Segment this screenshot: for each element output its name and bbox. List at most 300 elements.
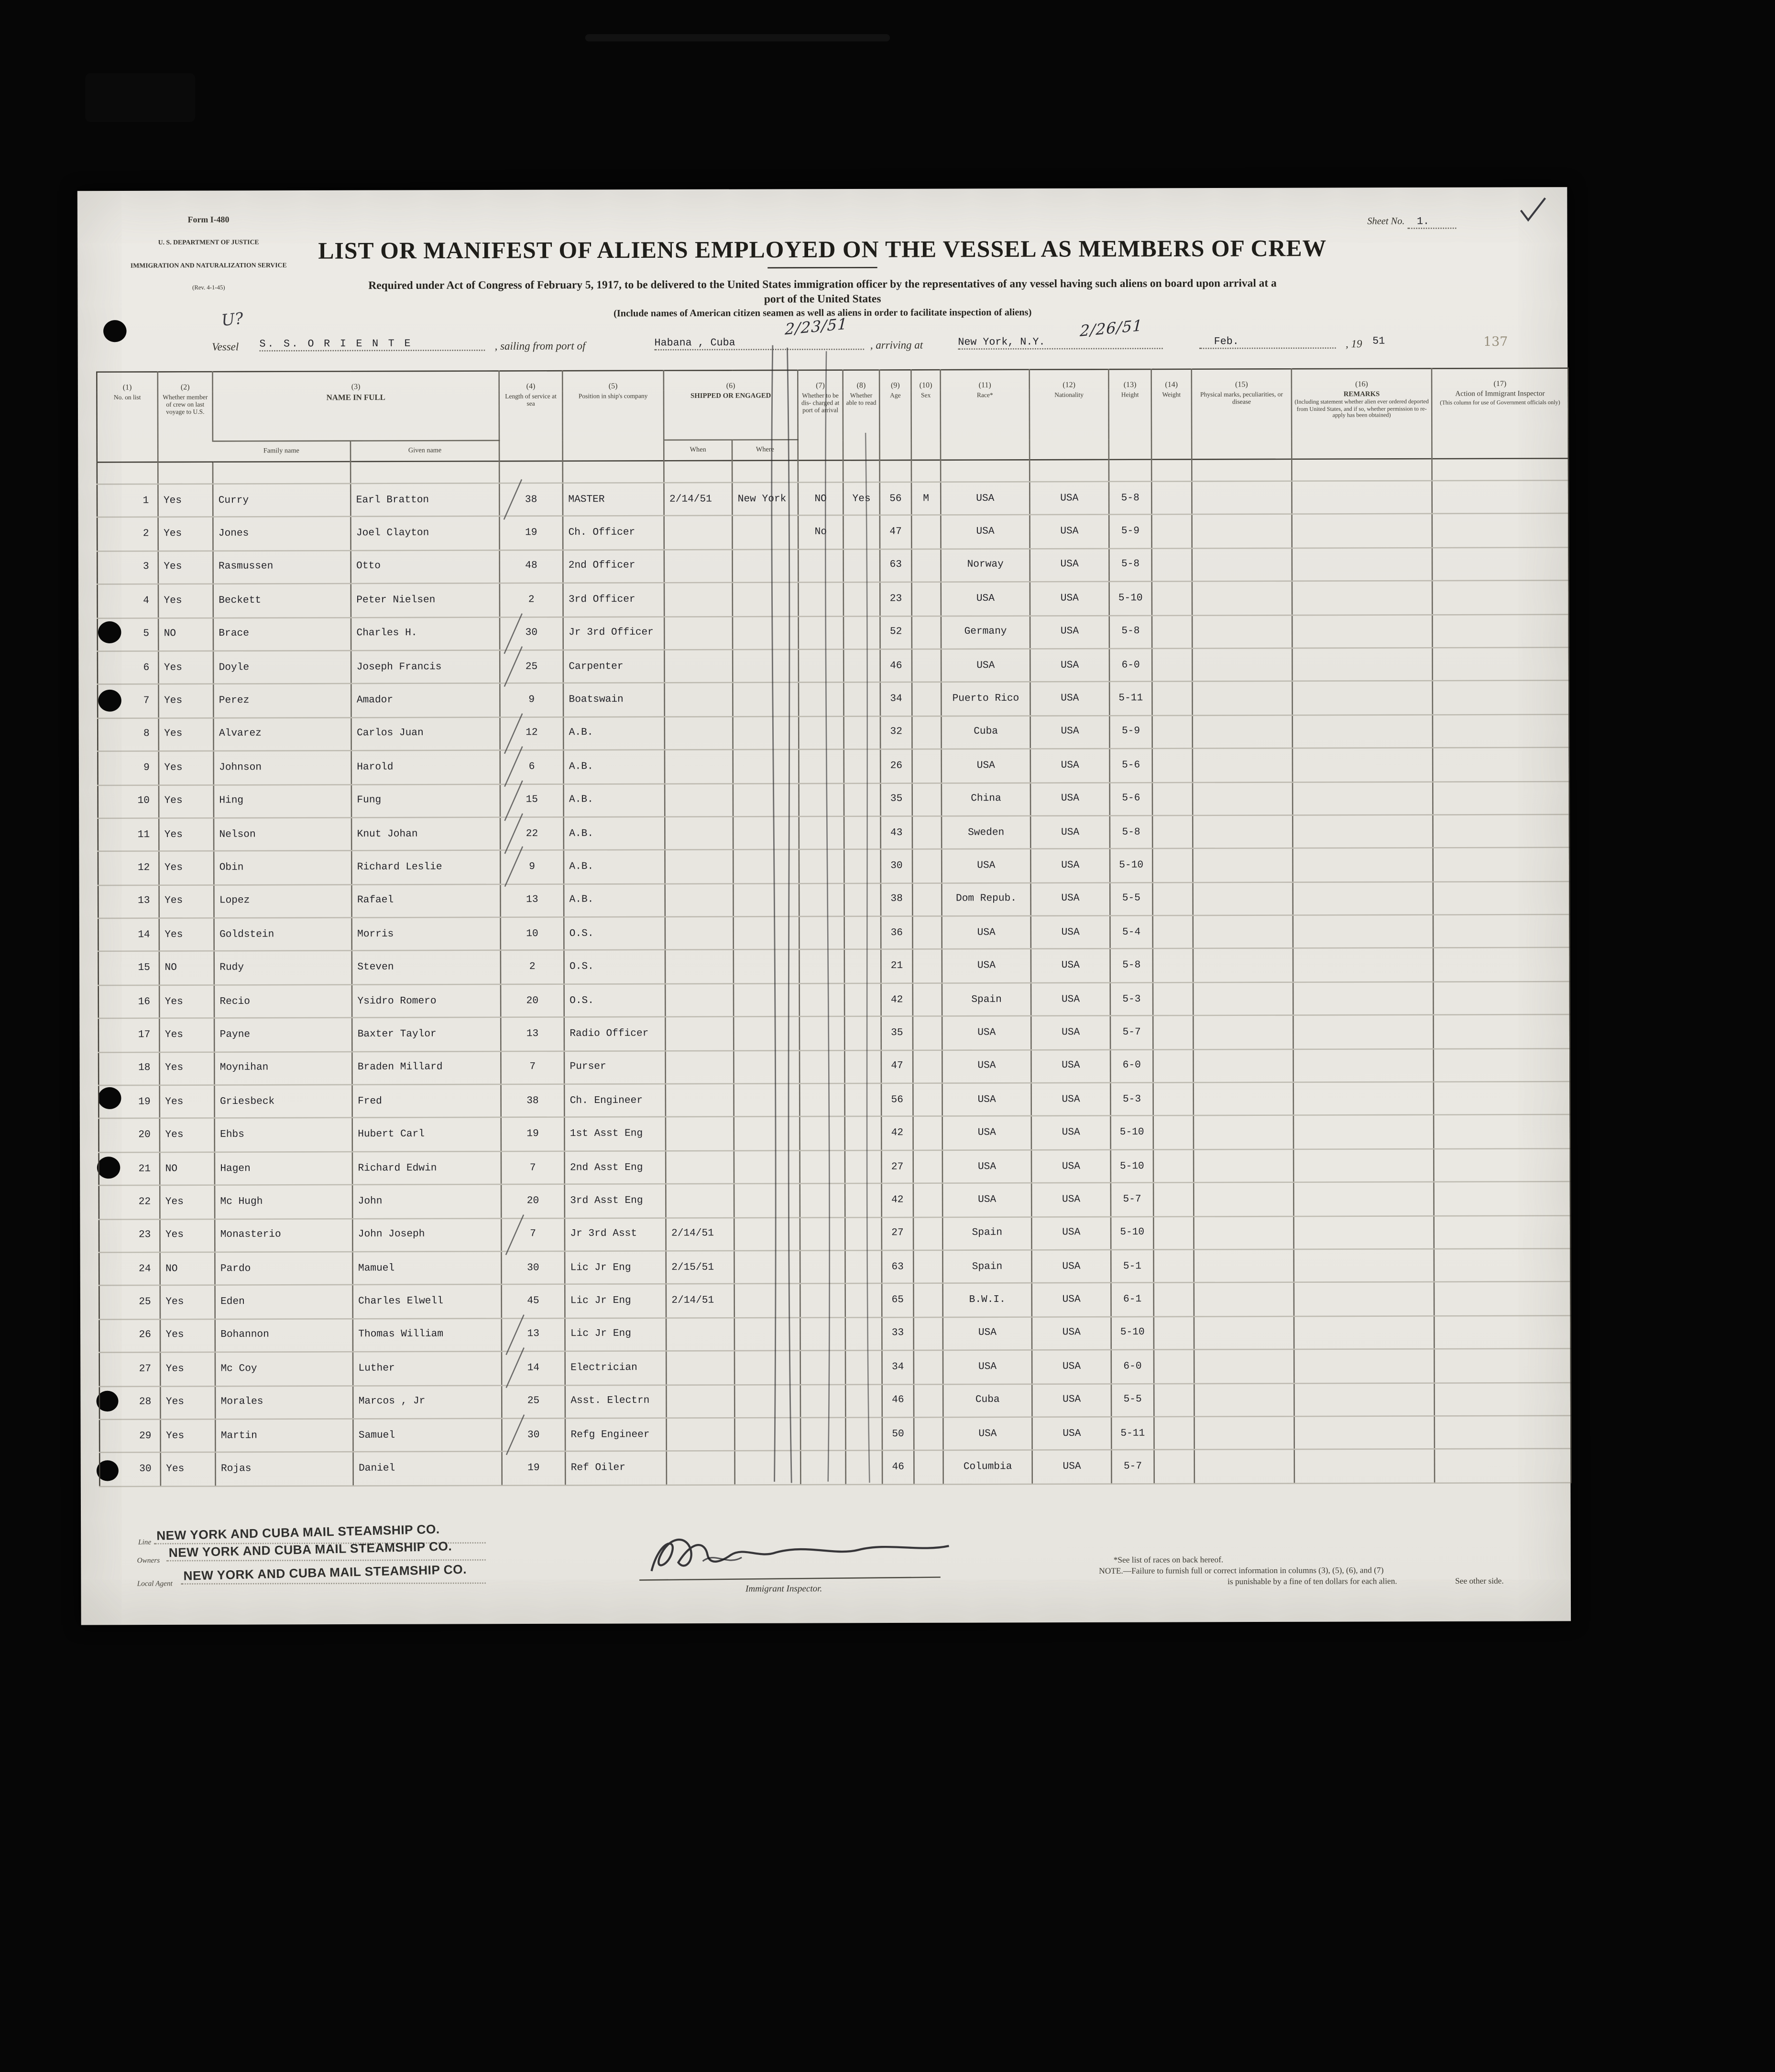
cell-age: 23	[880, 582, 911, 616]
cell-shipped-where	[733, 850, 799, 883]
cell-list-number: 7	[98, 684, 159, 718]
cell-height: 5-9	[1109, 515, 1151, 548]
col-header-remarks: REMARKS (Including statement whether alien ever ordered deported from United States, and if so, whether permission to re- apply has been obtained)	[1292, 389, 1432, 459]
cell-shipped-when	[667, 1418, 735, 1451]
cell-shipped-when	[665, 783, 733, 816]
cell-remarks	[1292, 514, 1432, 548]
cell-list-number: 17	[99, 1018, 160, 1052]
cell-marks	[1194, 1349, 1294, 1383]
cell-service: 25	[500, 650, 563, 683]
cell-age: 27	[882, 1217, 913, 1250]
cell-discharge	[799, 816, 844, 850]
cell-nationality: USA	[1030, 515, 1109, 549]
col-header-read: Whether able to read	[843, 390, 880, 461]
cell-position: Lic Jr Eng	[565, 1318, 666, 1351]
cell-marks	[1194, 1116, 1293, 1149]
cell-crew-member: Yes	[159, 985, 214, 1018]
cell-shipped-where	[734, 1217, 800, 1251]
table-row	[98, 681, 1569, 718]
cell-sex	[913, 1250, 942, 1284]
cell-height: 5-7	[1111, 1183, 1153, 1216]
cell-remarks	[1293, 948, 1433, 982]
cell-nationality: USA	[1030, 816, 1110, 849]
cell-service: 7	[501, 1218, 565, 1251]
scan-noise	[585, 34, 890, 41]
col-header-name: NAME IN FULL	[213, 391, 499, 441]
cell-weight	[1153, 1049, 1193, 1082]
cell-given-name: Morris	[352, 917, 501, 951]
cell-crew-member: Yes	[159, 784, 214, 818]
sheet-number-block	[1367, 215, 1456, 228]
cell-marks	[1193, 849, 1293, 882]
cell-family-name: Hagen	[215, 1152, 352, 1186]
cell-action	[1435, 1416, 1571, 1450]
col-num-10: (10)	[911, 370, 940, 390]
cell-action	[1432, 614, 1569, 648]
cell-age: 63	[882, 1250, 913, 1284]
cell-list-number: 28	[99, 1386, 161, 1419]
cell-marks	[1193, 882, 1293, 915]
cell-action	[1432, 514, 1569, 548]
cell-marks	[1194, 1283, 1294, 1316]
cell-position: Carpenter	[563, 650, 665, 683]
cell-nationality: USA	[1030, 849, 1110, 882]
table-row	[99, 1416, 1571, 1453]
cell-marks	[1194, 1450, 1294, 1483]
col-num-12: (12)	[1030, 369, 1109, 390]
cell-family-name: Nelson	[214, 817, 351, 851]
cell-shipped-when: 2/14/51	[664, 483, 732, 516]
cell-shipped-when	[664, 650, 733, 683]
cell-remarks	[1292, 481, 1432, 515]
cell-family-name: Curry	[213, 484, 351, 518]
cell-position: 2nd Officer	[563, 550, 664, 583]
cell-service: 9	[500, 850, 564, 884]
cell-crew-member: Yes	[158, 684, 213, 718]
cell-action	[1434, 1115, 1570, 1149]
cell-read: Yes	[843, 482, 880, 516]
col-num-7: (7)	[798, 370, 843, 390]
cell-race: USA	[941, 582, 1030, 616]
cell-sex	[913, 1284, 942, 1317]
cell-race: USA	[942, 916, 1031, 949]
cell-nationality: USA	[1031, 1149, 1111, 1183]
cell-weight	[1153, 1249, 1194, 1283]
col-header-age: Age	[879, 390, 911, 460]
cell-given-name: Amador	[351, 683, 500, 717]
title-rule	[767, 267, 877, 268]
cell-age: 43	[881, 816, 912, 849]
cell-nationality: USA	[1032, 1383, 1111, 1417]
cell-list-number: 6	[98, 651, 159, 684]
cell-given-name: John Joseph	[352, 1218, 501, 1252]
cell-remarks	[1292, 581, 1432, 615]
cell-discharge	[798, 583, 844, 616]
cell-crew-member: Yes	[160, 1219, 215, 1252]
cell-read	[846, 1451, 883, 1484]
cell-weight	[1152, 682, 1192, 715]
cell-position: 3rd Officer	[563, 583, 664, 617]
cell-remarks	[1293, 681, 1433, 715]
subcol-given-name: Given name	[351, 441, 499, 462]
cell-list-number: 3	[97, 551, 158, 584]
cell-sex	[912, 582, 941, 616]
cell-weight	[1154, 1316, 1194, 1350]
cell-service: 19	[499, 517, 563, 550]
cell-weight	[1153, 949, 1193, 982]
cell-shipped-when	[666, 1117, 734, 1151]
table-row	[99, 1148, 1570, 1186]
cell-race: Puerto Rico	[941, 682, 1030, 716]
cell-remarks	[1293, 748, 1433, 782]
cell-remarks	[1294, 1316, 1434, 1350]
cell-remarks	[1293, 1115, 1434, 1149]
cell-action	[1434, 1048, 1570, 1082]
cell-given-name: Daniel	[353, 1452, 502, 1486]
sailing-label: , sailing from port of	[494, 340, 586, 353]
cell-given-name: Marcos , Jr	[353, 1385, 502, 1419]
cell-remarks	[1293, 815, 1433, 849]
col-num-13: (13)	[1108, 369, 1151, 389]
cell-discharge	[800, 1451, 846, 1484]
cell-position: Lic Jr Eng	[565, 1251, 666, 1284]
races-note: *See list of races on back hereof.	[1113, 1556, 1224, 1565]
cell-action	[1435, 1449, 1571, 1483]
cell-discharge	[799, 716, 844, 749]
cell-action	[1433, 915, 1570, 948]
cell-race: USA	[943, 1350, 1032, 1384]
cell-sex	[913, 949, 942, 983]
cell-shipped-where	[734, 983, 800, 1017]
table-row	[98, 781, 1569, 818]
cell-crew-member: Yes	[160, 1185, 215, 1219]
cell-nationality: USA	[1031, 1250, 1111, 1283]
cell-sex	[912, 916, 942, 950]
cell-read	[844, 1050, 881, 1083]
cell-remarks	[1294, 1249, 1434, 1283]
table-row	[98, 748, 1569, 785]
cell-age: 35	[881, 1016, 913, 1050]
cell-action	[1433, 981, 1570, 1015]
col-header-position: Position in ship's company	[562, 391, 664, 461]
cell-sex	[913, 1217, 942, 1250]
cell-weight	[1152, 715, 1193, 749]
cell-nationality: USA	[1031, 982, 1110, 1016]
cell-height: 5-10	[1110, 1116, 1153, 1149]
cell-marks	[1192, 682, 1292, 715]
cell-shipped-where	[733, 683, 799, 716]
cell-crew-member: Yes	[161, 1453, 216, 1486]
cell-race: Germany	[941, 616, 1030, 649]
cell-weight	[1152, 782, 1193, 816]
cell-nationality: USA	[1030, 649, 1109, 682]
cell-shipped-when	[665, 983, 734, 1017]
col-num-15: (15)	[1192, 369, 1292, 389]
cell-action	[1433, 647, 1569, 681]
table-row	[98, 714, 1569, 751]
cell-read	[845, 1351, 882, 1384]
cell-read	[844, 649, 880, 683]
year-value: 51	[1372, 335, 1385, 348]
cell-race: USA	[942, 1049, 1031, 1083]
cell-age: 26	[880, 749, 912, 783]
cell-height: 5-6	[1110, 782, 1152, 816]
cell-action	[1433, 681, 1569, 715]
table-row	[99, 1248, 1570, 1286]
cell-sex	[914, 1350, 943, 1384]
cell-service: 25	[502, 1385, 565, 1418]
table-row	[99, 1115, 1570, 1152]
cell-action	[1434, 1081, 1570, 1115]
cell-position: Ref Oiler	[565, 1451, 667, 1485]
sailing-port: Habana , Cuba	[655, 336, 865, 350]
cell-height: 5-3	[1110, 1083, 1153, 1116]
cell-nationality: USA	[1032, 1450, 1112, 1484]
cell-action	[1434, 1015, 1570, 1049]
cell-sex	[912, 883, 942, 916]
cell-remarks	[1292, 648, 1432, 682]
cell-discharge	[800, 1017, 845, 1050]
cell-weight	[1153, 1082, 1194, 1116]
cell-family-name: Moynihan	[214, 1051, 352, 1085]
cell-shipped-where	[734, 1083, 800, 1117]
cell-shipped-where	[734, 1117, 800, 1150]
cell-action	[1434, 1248, 1571, 1282]
sheet-label: Sheet No.	[1367, 215, 1405, 227]
cell-discharge	[799, 849, 844, 883]
cell-nationality: USA	[1031, 1016, 1110, 1049]
cell-position: 2nd Asst Eng	[564, 1151, 666, 1184]
subcol-when: When	[664, 440, 732, 461]
cell-family-name: Rasmussen	[213, 551, 351, 584]
cell-sex	[912, 683, 941, 716]
cell-discharge	[800, 1050, 845, 1083]
cell-remarks	[1293, 1015, 1433, 1049]
cell-race: USA	[943, 1417, 1032, 1450]
cell-read	[844, 849, 881, 883]
cell-sex	[914, 1384, 943, 1417]
cell-race: USA	[942, 849, 1030, 882]
cell-age: 35	[880, 783, 912, 816]
cell-sex	[911, 516, 941, 549]
table-row	[97, 480, 1568, 518]
cell-given-name: Peter Nielsen	[351, 584, 500, 617]
cell-list-number: 8	[98, 718, 159, 751]
cell-family-name: Rojas	[215, 1452, 353, 1486]
cell-sex	[914, 1417, 943, 1451]
arriving-label: , arriving at	[870, 339, 923, 351]
cell-action	[1432, 581, 1569, 615]
cell-race: Spain	[942, 1250, 1031, 1283]
cell-discharge	[800, 1351, 846, 1384]
cell-weight	[1151, 515, 1192, 548]
cell-marks	[1194, 1316, 1294, 1350]
cell-family-name: Perez	[213, 684, 351, 718]
cell-remarks	[1294, 1449, 1435, 1483]
cell-given-name: Joel Clayton	[351, 517, 499, 551]
cell-position: Refg Engineer	[565, 1418, 667, 1452]
cell-race: USA	[942, 749, 1030, 783]
cell-service: 20	[501, 984, 564, 1017]
cell-list-number: 18	[99, 1052, 160, 1085]
cell-discharge	[800, 983, 845, 1017]
cell-family-name: Monasterio	[215, 1218, 352, 1252]
col-num-14: (14)	[1151, 369, 1192, 389]
punch-hole	[103, 320, 127, 342]
cell-discharge	[799, 950, 844, 983]
cell-shipped-where	[734, 1418, 800, 1451]
cell-weight	[1154, 1450, 1194, 1483]
cell-shipped-where: New York	[732, 482, 798, 516]
cell-nationality: USA	[1031, 1183, 1111, 1216]
cell-shipped-where	[733, 883, 799, 916]
handwritten-arrival-date: 2/26/51	[1079, 316, 1143, 340]
col-header-weight: Weight	[1151, 389, 1192, 460]
cell-position: A.B.	[563, 750, 665, 783]
cell-race: Cuba	[941, 716, 1030, 749]
cell-given-name: Charles Elwell	[353, 1285, 502, 1319]
cell-sex	[913, 1050, 942, 1083]
col-header-service: Length of service at sea	[499, 391, 563, 461]
col-num-3: (3)	[213, 371, 499, 392]
cell-family-name: Mc Coy	[215, 1352, 353, 1386]
cell-shipped-where	[734, 1017, 800, 1050]
cell-family-name: Eden	[215, 1285, 353, 1319]
cell-list-number: 9	[98, 751, 159, 785]
cell-race: USA	[942, 1183, 1031, 1217]
cell-sex	[912, 616, 941, 649]
cell-shipped-where	[735, 1451, 801, 1485]
cell-nationality: USA	[1031, 1116, 1111, 1150]
cell-nationality: USA	[1030, 882, 1110, 916]
cell-discharge	[800, 1083, 845, 1117]
cell-service: 22	[500, 817, 564, 850]
cell-crew-member: Yes	[158, 518, 213, 551]
cell-crew-member: Yes	[160, 1319, 215, 1352]
cell-crew-member: Yes	[158, 551, 213, 584]
cell-shipped-where	[733, 616, 799, 650]
table-row	[99, 981, 1570, 1019]
handwritten-checkmark-icon	[1518, 196, 1547, 222]
cell-shipped-when	[665, 716, 733, 750]
cell-sex	[911, 549, 941, 582]
cell-shipped-where	[734, 1317, 800, 1351]
cell-family-name: Doyle	[213, 650, 351, 684]
cell-position: O.S.	[564, 950, 665, 984]
cell-discharge: NO	[798, 482, 844, 516]
cell-position: Jr 3rd Officer	[563, 617, 665, 650]
cell-crew-member: NO	[160, 1152, 215, 1185]
table-row	[97, 581, 1568, 618]
cell-shipped-when	[665, 917, 734, 950]
cell-given-name: Luther	[353, 1352, 502, 1386]
cell-position: 1st Asst Eng	[564, 1117, 666, 1151]
cell-family-name: Ehbs	[215, 1118, 352, 1152]
handwritten-margin-mark: U?	[220, 310, 244, 331]
cell-read	[843, 516, 880, 549]
cell-discharge	[799, 616, 844, 650]
cell-crew-member: Yes	[159, 717, 214, 751]
cell-race: China	[942, 783, 1030, 816]
cell-race: Cuba	[943, 1384, 1032, 1417]
cell-read	[845, 1317, 882, 1351]
cell-height: 5-8	[1110, 949, 1153, 982]
cell-weight	[1153, 1016, 1193, 1049]
cell-read	[845, 1417, 882, 1451]
cell-weight	[1152, 882, 1193, 915]
cell-weight	[1154, 1350, 1194, 1383]
cell-weight	[1153, 1183, 1194, 1216]
cell-family-name: Lopez	[214, 884, 351, 918]
cell-shipped-when	[665, 883, 734, 917]
cell-position: Purser	[564, 1050, 666, 1084]
cell-shipped-when	[665, 683, 733, 716]
cell-list-number: 12	[98, 851, 159, 885]
cell-read	[844, 816, 881, 849]
cell-read	[845, 1150, 882, 1184]
cell-shipped-where	[734, 916, 800, 950]
cell-marks	[1192, 515, 1292, 548]
department-line: U. S. DEPARTMENT OF JUSTICE	[158, 240, 259, 248]
cell-age: 38	[881, 883, 912, 916]
cell-shipped-when	[665, 950, 734, 983]
cell-weight	[1152, 648, 1192, 682]
cell-service: 9	[500, 683, 563, 717]
cell-service: 10	[501, 917, 564, 951]
cell-list-number: 21	[99, 1152, 160, 1186]
cell-marks	[1194, 1249, 1294, 1283]
signature-rule	[639, 1576, 941, 1581]
cell-family-name: Johnson	[214, 751, 351, 785]
cell-weight	[1152, 749, 1193, 782]
spacer-row	[97, 458, 1568, 484]
cell-remarks	[1293, 1082, 1434, 1116]
scan-noise	[85, 73, 195, 122]
cell-crew-member: Yes	[158, 484, 213, 518]
cell-nationality: USA	[1030, 682, 1109, 716]
cell-position: Asst. Electrn	[565, 1385, 667, 1418]
cell-nationality: USA	[1031, 1083, 1111, 1116]
cell-service: 38	[501, 1084, 565, 1118]
cell-service: 45	[502, 1285, 565, 1318]
cell-discharge	[800, 1317, 845, 1351]
cell-service: 15	[500, 783, 564, 817]
table-row	[97, 547, 1568, 584]
cell-marks	[1192, 615, 1292, 648]
col-num-16: (16)	[1292, 368, 1432, 389]
cell-service: 2	[501, 950, 564, 984]
vessel-label: Vessel	[212, 340, 239, 353]
cell-height: 5-10	[1111, 1149, 1153, 1183]
cell-shipped-when	[666, 1184, 734, 1217]
cell-discharge: No	[798, 516, 844, 549]
col-num-6: (6)	[664, 370, 798, 391]
cell-shipped-when: 2/15/51	[666, 1251, 734, 1284]
cell-read	[844, 749, 881, 783]
cell-shipped-when	[665, 1017, 734, 1050]
cell-age: 30	[881, 849, 912, 883]
table-row	[99, 1349, 1571, 1386]
cell-discharge	[799, 883, 844, 916]
cell-service: 30	[500, 617, 563, 650]
cell-weight	[1154, 1283, 1194, 1316]
cell-service: 19	[501, 1118, 565, 1151]
cell-crew-member: Yes	[159, 818, 214, 851]
cell-read	[844, 1083, 881, 1117]
cell-shipped-when	[664, 549, 733, 583]
footer-notes	[1099, 1555, 1525, 1589]
cell-family-name: Brace	[213, 617, 351, 651]
